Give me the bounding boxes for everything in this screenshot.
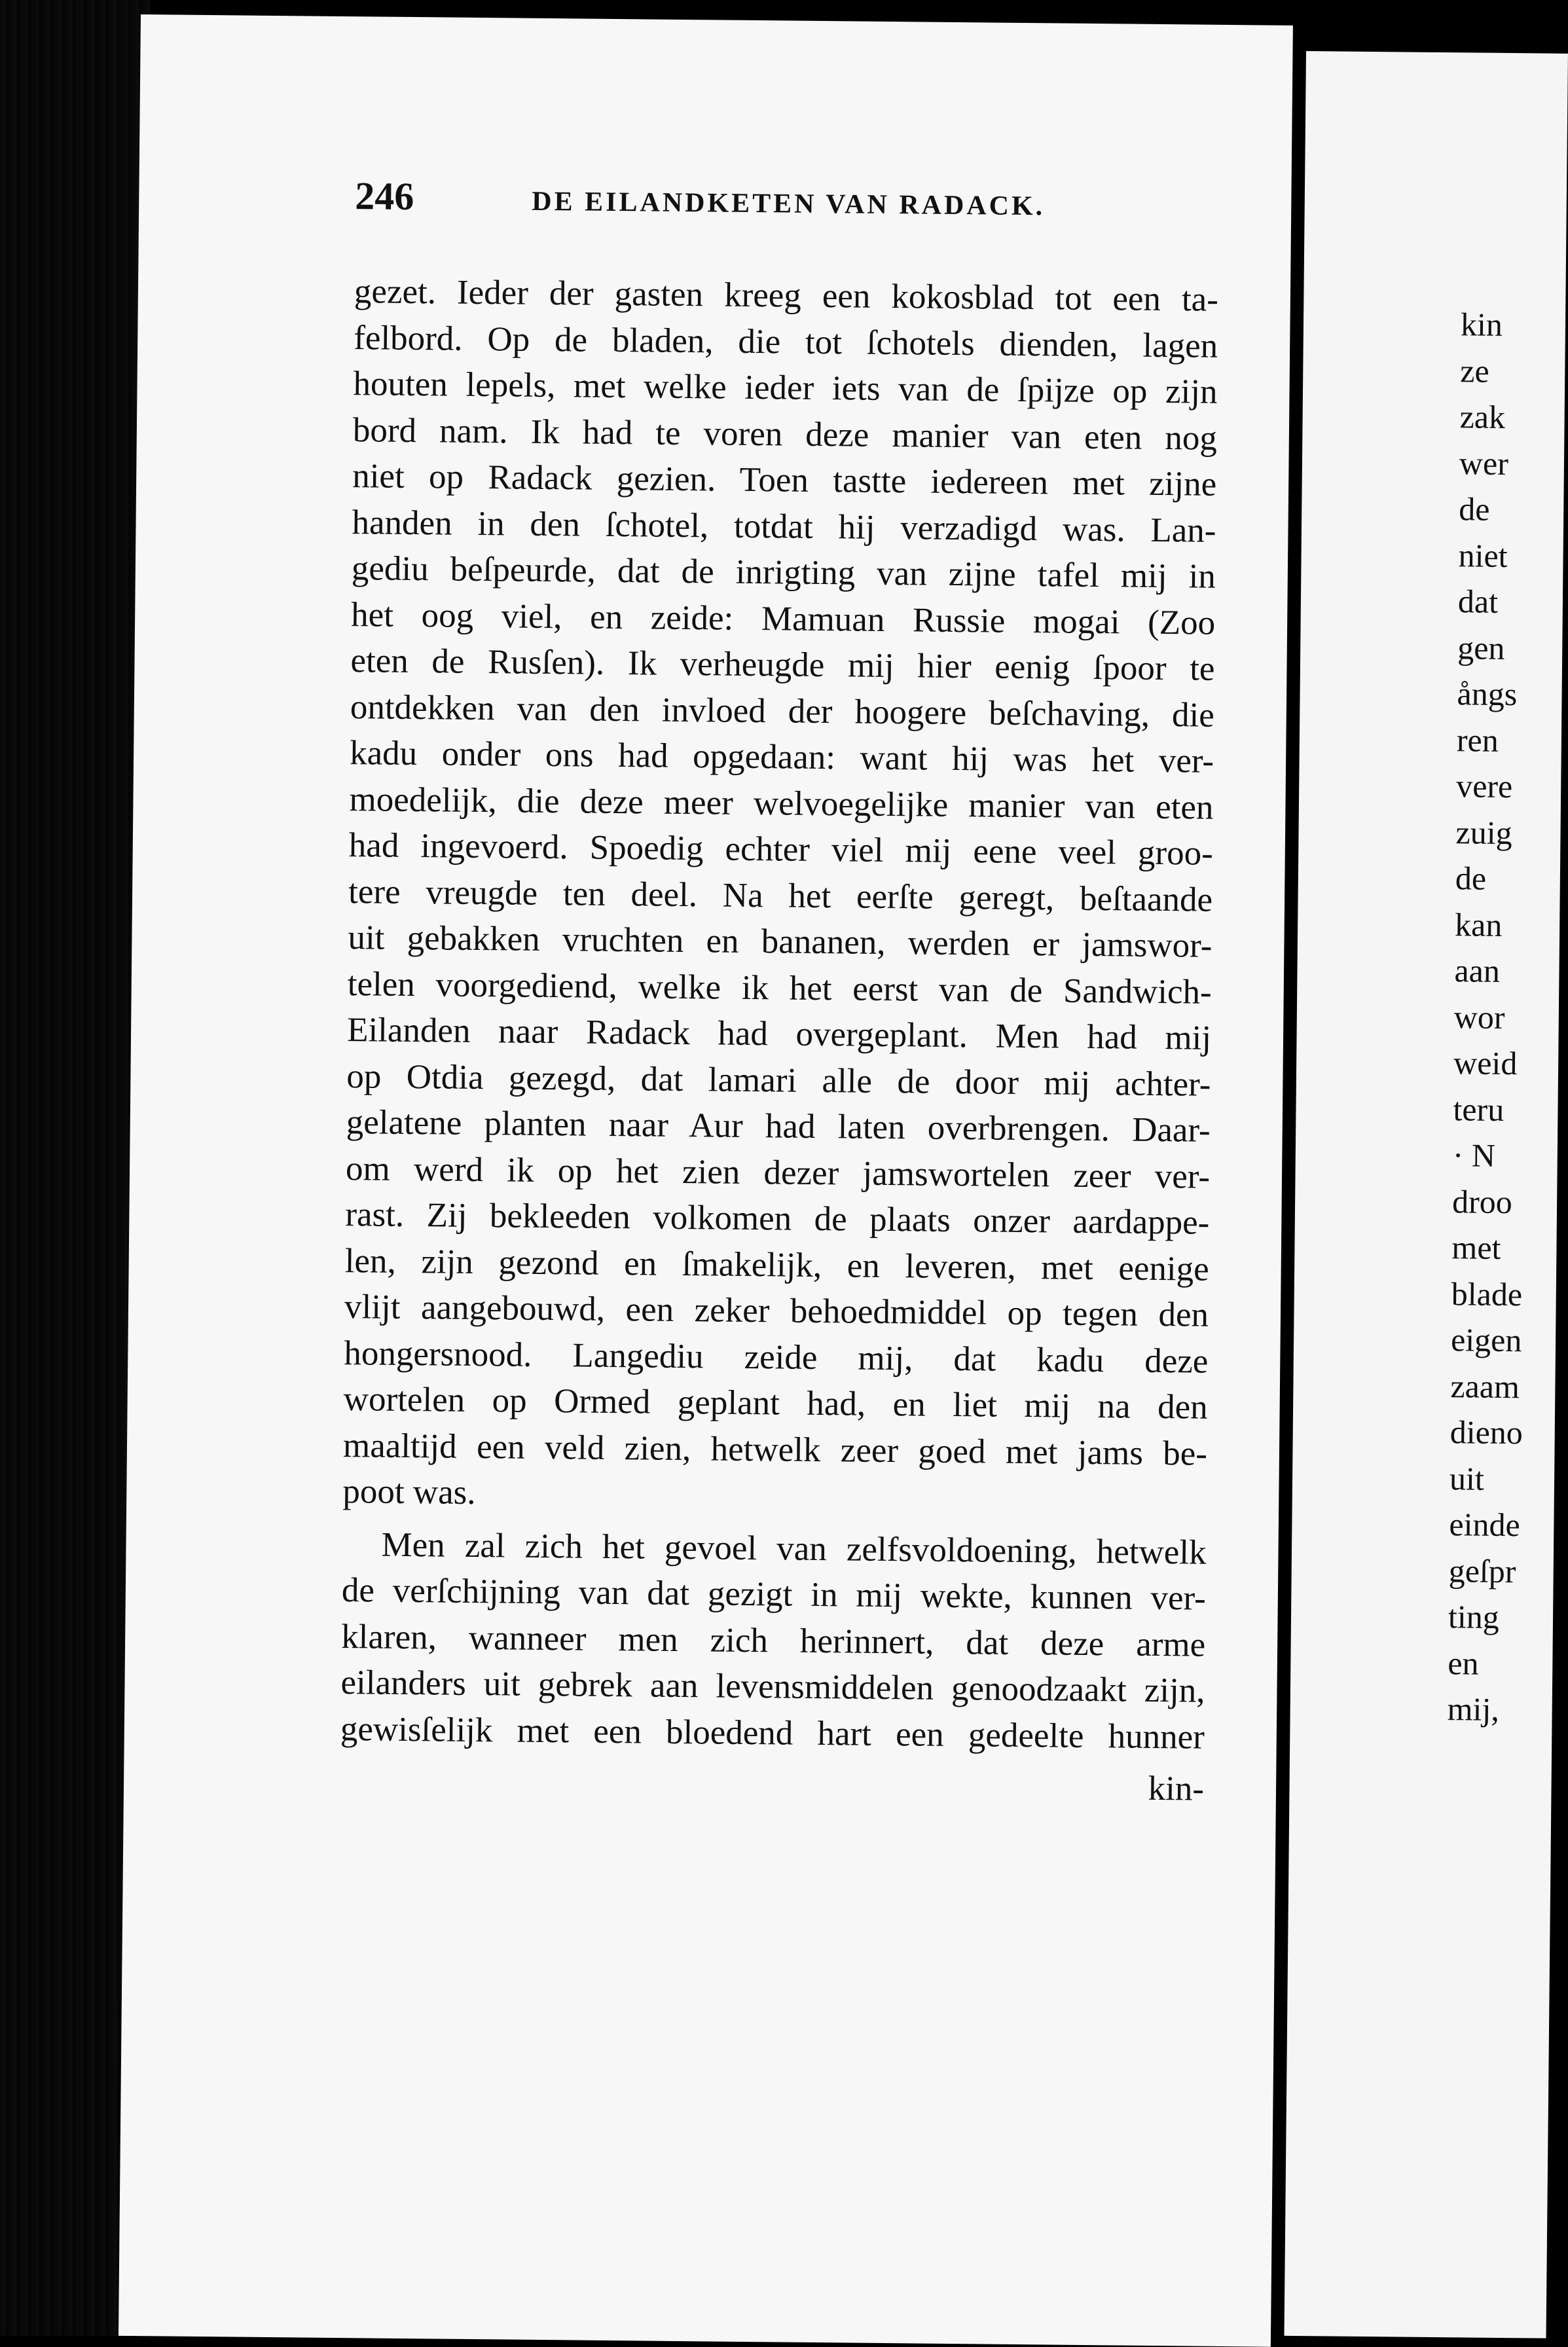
- text-line: de verſchijning van dat gezigt in mij wekte, kunnen ver-: [341, 1571, 1207, 1618]
- opposite-line: gen: [1457, 628, 1505, 666]
- opposite-line: kan: [1454, 905, 1503, 943]
- text-line: maaltijd een veld zien, hetwelk zeer goed met jams be-: [342, 1426, 1208, 1473]
- opposite-line: zak: [1459, 398, 1506, 435]
- text-line: felbord. Op de bladen, die tot ſchotels dienden, lagen: [353, 318, 1218, 365]
- opposite-line: zuig: [1455, 813, 1512, 851]
- text-line: uit gebakken vruchten en bananen, werden er jamswor-: [348, 919, 1212, 965]
- text-line: niet op Radack gezien. Toen tastte iedereen met zijne: [352, 457, 1217, 503]
- opposite-line: en: [1448, 1644, 1479, 1682]
- text-line: hongersnood. Langediu zeide mij, dat kadu deze: [344, 1334, 1209, 1381]
- opposite-page-text: [1447, 301, 1533, 1732]
- opposite-line: einde: [1449, 1506, 1520, 1544]
- opposite-line: aan: [1454, 952, 1501, 989]
- opposite-line: weid: [1453, 1044, 1518, 1082]
- text-line: moedelijk, die deze meer welvoegelijke manier van eten: [349, 780, 1214, 827]
- opposite-line: · N: [1452, 1137, 1496, 1174]
- opposite-line: de: [1459, 490, 1490, 528]
- text-line: gezet. Ieder der gasten kreeg een kokosblad tot een ta-: [354, 272, 1219, 319]
- catchword: kin-: [1148, 1769, 1205, 1808]
- book-page: [119, 14, 1293, 2347]
- text-line: poot was.: [342, 1472, 476, 1512]
- opposite-page: [1284, 51, 1567, 2338]
- text-line: ontdekken van den invloed der hoogere beſchaving, die: [350, 687, 1215, 735]
- opposite-line: met: [1451, 1229, 1501, 1266]
- text-line: vlijt aangebouwd, een zeker behoedmiddel op tegen den: [344, 1288, 1209, 1334]
- text-line: kadu onder ons had opgedaan: want hij was het ver-: [349, 734, 1214, 780]
- text-line: houten lepels, met welke ieder iets van de ſpijze op zijn: [353, 365, 1218, 411]
- opposite-line: de: [1455, 860, 1487, 897]
- opposite-line: blade: [1451, 1275, 1523, 1313]
- text-line: klaren, wanneer men zich herinnert, dat deze arme: [340, 1617, 1206, 1664]
- opposite-line: geſpr: [1448, 1552, 1516, 1590]
- text-line: bord nam. Ik had te voren deze manier van eten nog: [352, 410, 1218, 458]
- text-line: eilanders uit gebrek aan levensmiddelen genoodzaakt zijn,: [340, 1664, 1205, 1710]
- opposite-line: ångs: [1457, 675, 1518, 713]
- opposite-line: ren: [1456, 721, 1499, 759]
- text-line: telen voorgediend, welke ik het eerst van de Sandwich-: [347, 964, 1212, 1011]
- opposite-line: teru: [1453, 1090, 1504, 1128]
- opposite-line: dieno: [1449, 1413, 1523, 1451]
- opposite-line: mij,: [1447, 1690, 1500, 1728]
- text-line: Eilanden naar Radack had overgeplant. Men had mij: [346, 1011, 1212, 1057]
- opposite-line: dat: [1457, 583, 1499, 620]
- text-line: eten de Rusſen). Ik verheugde mij hier eenig ſpoor te: [350, 642, 1215, 688]
- opposite-line: niet: [1458, 536, 1508, 574]
- text-line: had ingevoerd. Spoedig echter viel mij eene veel groo-: [348, 826, 1214, 873]
- text-line: gediu beſpeurde, dat de inrigting van zijne tafel mij in: [351, 549, 1216, 596]
- text-line: tere vreugde ten deel. Na het eerſte geregt, beſtaande: [348, 872, 1213, 919]
- running-head: DE EILANDKETEN VAN RADACK.: [532, 186, 1046, 222]
- opposite-line: zaam: [1450, 1367, 1520, 1405]
- text-line: gelatene planten naar Aur had laten overbrengen. Daar-: [346, 1103, 1211, 1150]
- opposite-line: droo: [1451, 1182, 1513, 1220]
- text-line: handen in den ſchotel, totdat hij verzadigd was. Lan-: [352, 503, 1216, 550]
- text-line: Men zal zich het gevoel van zelfsvoldoening, hetwelk: [381, 1525, 1207, 1572]
- text-line: rast. Zij bekleeden volkomen de plaats onzer aardappe-: [345, 1195, 1210, 1242]
- text-line: len, zijn gezond en ſmakelijk, en leveren, met eenige: [344, 1241, 1209, 1288]
- page-header: [355, 173, 1220, 241]
- opposite-line: eigen: [1450, 1321, 1522, 1359]
- text-line: om werd ik op het zien dezer jamswortelen zeer ver-: [345, 1149, 1211, 1196]
- text-line: het oog viel, en zeide: Mamuan Russie mogai (Zoo: [350, 595, 1216, 642]
- text-line: op Otdia gezegd, dat lamari alle de door mij achter-: [346, 1057, 1211, 1104]
- opposite-line: wer: [1459, 444, 1509, 482]
- opposite-line: kin: [1460, 306, 1503, 343]
- opposite-line: vere: [1455, 767, 1513, 805]
- opposite-line: ting: [1448, 1598, 1500, 1635]
- page-content: [340, 16, 1221, 1808]
- body-text: [340, 268, 1219, 1760]
- text-line: gewisſelijk met een bloedend hart een gedeelte hunner: [340, 1709, 1205, 1756]
- opposite-line: uit: [1449, 1459, 1485, 1497]
- opposite-line: ze: [1460, 352, 1489, 390]
- page-number: 246: [355, 174, 414, 219]
- text-line: wortelen op Ormed geplant had, en liet mij na den: [343, 1380, 1208, 1427]
- opposite-line: wor: [1453, 998, 1505, 1036]
